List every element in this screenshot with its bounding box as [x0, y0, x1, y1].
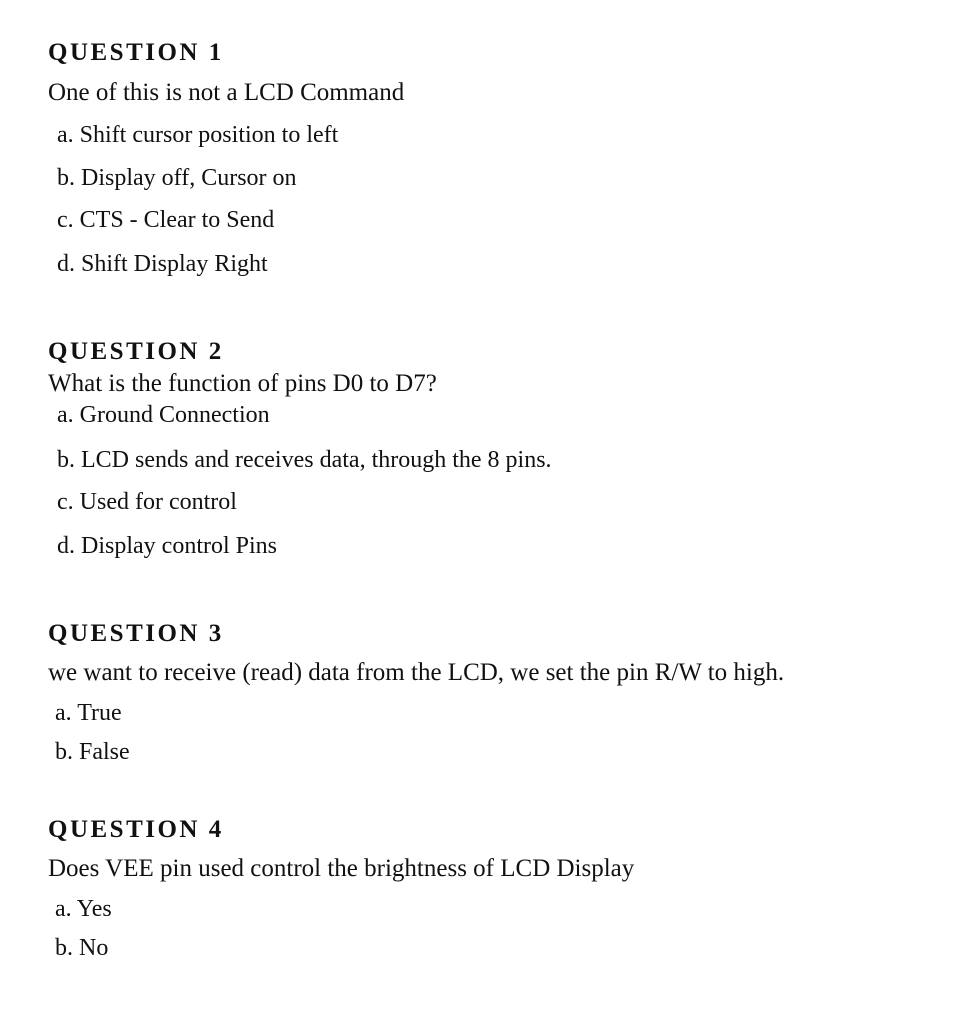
answer-option-d[interactable]: d. Display control Pins [57, 533, 277, 559]
answer-option-c[interactable]: c. Used for control [57, 489, 237, 515]
question-title: QUESTION 3 [48, 620, 224, 647]
answer-option-b[interactable]: b. LCD sends and receives data, through the 8 pins. [57, 447, 552, 473]
question-text: Does VEE pin used control the brightness of LCD Display [48, 855, 635, 882]
answer-option-d[interactable]: d. Shift Display Right [57, 251, 268, 277]
question-title: QUESTION 4 [48, 816, 224, 843]
answer-option-b[interactable]: b. False [55, 739, 130, 765]
answer-option-a[interactable]: a. Shift cursor position to left [57, 122, 339, 148]
question-title: QUESTION 1 [48, 39, 224, 66]
answer-option-c[interactable]: c. CTS - Clear to Send [57, 207, 275, 233]
question-text: What is the function of pins D0 to D7? [48, 370, 437, 397]
question-text: we want to receive (read) data from the LCD, we set the pin R/W to high. [48, 659, 785, 686]
answer-option-a[interactable]: a. Yes [55, 896, 112, 922]
answer-option-a[interactable]: a. Ground Connection [57, 402, 270, 428]
answer-option-b[interactable]: b. No [55, 935, 109, 961]
question-text: One of this is not a LCD Command [48, 79, 405, 106]
answer-option-b[interactable]: b. Display off, Cursor on [57, 165, 297, 191]
answer-option-a[interactable]: a. True [55, 700, 122, 726]
question-title: QUESTION 2 [48, 338, 224, 365]
